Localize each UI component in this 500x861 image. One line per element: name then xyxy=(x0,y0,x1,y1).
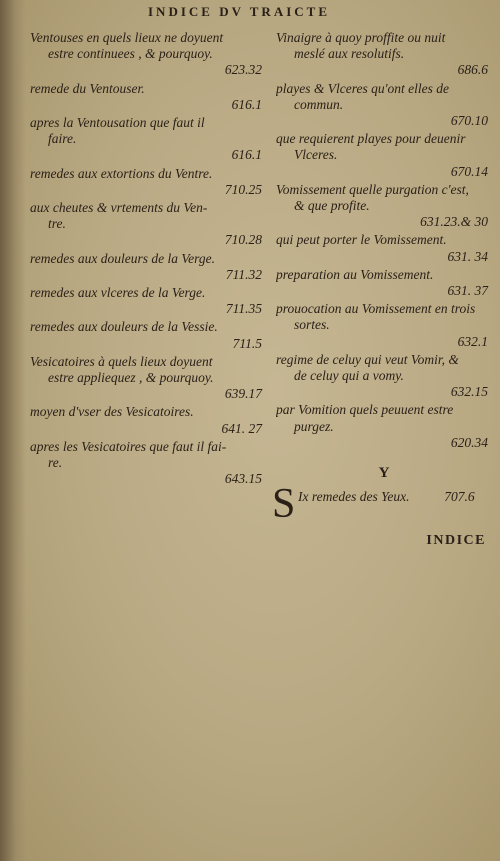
entry-line: aux cheutes & vrtements du Ven- xyxy=(30,200,208,216)
entry-line: sortes. xyxy=(294,317,330,333)
entry-line: apres les Vesicatoires que faut il fai- xyxy=(30,438,227,454)
entry-line: meslé aux resolutifs. xyxy=(294,46,405,62)
index-entry xyxy=(276,267,492,299)
entry-line: apres la Ventousation que faut il xyxy=(30,115,205,131)
entry-ref: 623.32 xyxy=(224,62,262,78)
entry-ref: 670.10 xyxy=(450,113,488,129)
section-letter: Y xyxy=(378,465,390,482)
entry-line: preparation au Vomissement. xyxy=(276,266,434,282)
entry-ref: 616.1 xyxy=(231,147,262,163)
index-entry xyxy=(30,404,266,436)
entry-line: remedes aux vlceres de la Verge. xyxy=(30,285,206,301)
entry-line: estre appliequez , & pourquoy. xyxy=(48,370,214,386)
index-right-entries xyxy=(276,30,492,451)
catchword: INDICE xyxy=(426,533,486,549)
entry-line: de celuy qui a vomy. xyxy=(294,368,404,384)
entry-line: Ventouses en quels lieux ne doyuent xyxy=(30,30,224,45)
entry-line: remedes aux douleurs de la Vessie. xyxy=(30,319,218,335)
entry-ref: 711.5 xyxy=(232,335,262,351)
entry-line: commun. xyxy=(294,96,344,112)
entry-line: playes & Vlceres qu'ont elles de xyxy=(276,80,449,96)
entry-line: faire. xyxy=(48,131,77,147)
index-entry xyxy=(276,402,492,451)
entry-line: par Vomition quels peuuent estre xyxy=(276,402,454,418)
entry-ref: 710.28 xyxy=(224,232,262,248)
entry-ref: 616.1 xyxy=(231,96,262,112)
entry-ref: 711.32 xyxy=(225,266,262,282)
entry-ref: 632.1 xyxy=(457,333,488,349)
index-entry xyxy=(276,232,492,264)
index-column-left xyxy=(30,30,266,489)
entry-ref: 632.15 xyxy=(450,384,488,400)
index-entry-yeux xyxy=(272,481,492,529)
entry-ref: 670.14 xyxy=(450,163,488,179)
entry-ref: 711.35 xyxy=(225,301,262,317)
entry-ref: 631. 34 xyxy=(447,248,488,264)
entry-ref: 631. 37 xyxy=(447,283,488,299)
index-entry xyxy=(30,200,266,249)
entry-line: prouocation au Vomissement en trois xyxy=(276,301,476,317)
entry-ref: 620.34 xyxy=(450,434,488,450)
index-entry xyxy=(30,30,266,79)
entry-ref: 641. 27 xyxy=(221,420,262,436)
index-entry xyxy=(276,131,492,180)
entry-ref: 707.6 xyxy=(444,489,475,505)
index-entry xyxy=(30,81,266,113)
entry-line: regime de celuy qui veut Vomir, & xyxy=(276,351,459,367)
index-entry xyxy=(276,352,492,401)
entry-line: Vomissement quelle purgation c'est, xyxy=(276,181,469,197)
entry-line: qui peut porter le Vomissement. xyxy=(276,232,447,248)
entry-line: tre. xyxy=(48,216,66,232)
index-entry xyxy=(30,251,266,283)
index-column-right xyxy=(272,30,492,549)
index-entry xyxy=(276,301,492,350)
index-entry xyxy=(276,81,492,130)
entry-ref: 631.23.& 30 xyxy=(420,214,488,230)
entry-line: purgez. xyxy=(294,418,334,434)
entry-line: re. xyxy=(48,455,63,471)
entry-line: Vinaigre à quoy proffite ou nuit xyxy=(276,30,446,45)
entry-line: estre continuees , & pourquoy. xyxy=(48,46,213,62)
entry-text: Ix remedes des Yeux. xyxy=(298,489,410,505)
index-entry xyxy=(30,354,266,403)
drop-capital: S xyxy=(272,481,296,528)
entry-line: moyen d'vser des Vesicatoires. xyxy=(30,404,194,420)
entry-line: & que profite. xyxy=(294,198,370,214)
entry-line: que requierent playes pour deuenir xyxy=(276,131,466,147)
book-gutter-shadow xyxy=(0,0,26,861)
entry-ref: 643.15 xyxy=(224,471,262,487)
entry-line: Vesicatoires à quels lieux doyuent xyxy=(30,353,213,369)
index-entry xyxy=(276,30,492,79)
index-entry xyxy=(30,285,266,317)
index-entry xyxy=(276,182,492,231)
index-entry xyxy=(30,166,266,198)
index-entry xyxy=(30,319,266,351)
entry-line: remede du Ventouser. xyxy=(30,80,145,96)
index-entry xyxy=(30,439,266,488)
entry-line: remedes aux douleurs de la Verge. xyxy=(30,250,215,266)
index-entry xyxy=(30,115,266,164)
entry-ref: 686.6 xyxy=(457,62,488,78)
running-header: INDICE DV TRAICTE xyxy=(148,4,330,19)
entry-line: remedes aux extortions du Ventre. xyxy=(30,165,213,181)
entry-ref: 639.17 xyxy=(224,386,262,402)
entry-line: Vlceres. xyxy=(294,147,338,163)
entry-ref: 710.25 xyxy=(224,181,262,197)
